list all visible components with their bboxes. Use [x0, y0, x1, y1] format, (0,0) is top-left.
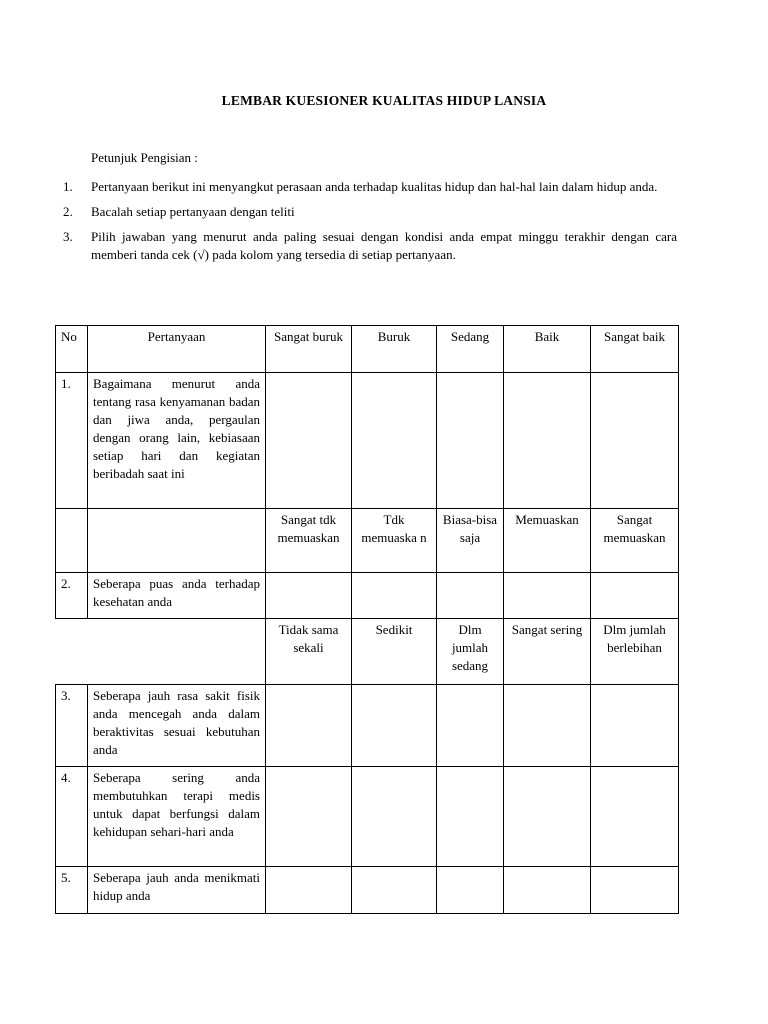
answer-cell[interactable]: [437, 685, 504, 767]
header-row: [56, 326, 679, 373]
table-row: [56, 573, 679, 619]
answer-cell[interactable]: [591, 685, 679, 767]
scale-option: Dlm jumlah berlebihan: [591, 619, 679, 685]
scale-option: Sangat sering: [504, 619, 591, 685]
header-option: Baik: [504, 326, 591, 373]
instruction-number: 2.: [63, 204, 73, 219]
answer-cell[interactable]: [266, 867, 352, 914]
question-text: Seberapa puas anda terhadap kesehatan anda: [88, 573, 266, 619]
table-row: [56, 685, 679, 767]
table-row: [56, 867, 679, 914]
answer-cell[interactable]: [437, 373, 504, 509]
table-row: [56, 767, 679, 867]
question-text: Seberapa sering anda membutuhkan terapi medis untuk dapat berfungsi dalam kehidupan sehari-hari anda: [88, 767, 266, 867]
answer-cell[interactable]: [591, 573, 679, 619]
answer-cell[interactable]: [437, 573, 504, 619]
instruction-text: Pilih jawaban yang menurut anda paling sesuai dengan kondisi anda empat minggu terakhir dengan cara memberi tanda cek (√) pada kolom yang tersedia di setiap pertanyaan.: [91, 229, 677, 262]
page-title: LEMBAR KUESIONER KUALITAS HIDUP LANSIA: [221, 93, 547, 108]
header-option: Sedang: [437, 326, 504, 373]
question-text: Seberapa jauh anda menikmati hidup anda: [88, 867, 266, 914]
instruction-number: 3.: [63, 229, 73, 244]
table-row: [56, 373, 679, 509]
header-option: Sangat baik: [591, 326, 679, 373]
instruction-number: 1.: [63, 179, 73, 194]
answer-cell[interactable]: [591, 373, 679, 509]
scale-option: Sedikit: [352, 619, 437, 685]
answer-cell[interactable]: [437, 867, 504, 914]
instruction-item: [63, 228, 677, 264]
question-number: 4.: [56, 767, 88, 867]
instructions-heading: Petunjuk Pengisian :: [91, 150, 198, 165]
scale-row: [56, 509, 679, 573]
scale-row: [56, 619, 679, 685]
instruction-list: [63, 178, 677, 271]
scale-option: Biasa-bisa saja: [437, 509, 504, 573]
answer-cell[interactable]: [504, 685, 591, 767]
scale-option: Sangat memuaskan: [591, 509, 679, 573]
question-number: 1.: [56, 373, 88, 509]
answer-cell[interactable]: [352, 685, 437, 767]
answer-cell[interactable]: [437, 767, 504, 867]
question-number: 5.: [56, 867, 88, 914]
questionnaire-table: [55, 325, 679, 914]
answer-cell[interactable]: [591, 867, 679, 914]
answer-cell[interactable]: [504, 573, 591, 619]
header-question: Pertanyaan: [88, 326, 266, 373]
answer-cell[interactable]: [504, 373, 591, 509]
header-no: No: [56, 326, 88, 373]
answer-cell[interactable]: [266, 767, 352, 867]
scale-option: Memuaskan: [504, 509, 591, 573]
question-number: 3.: [56, 685, 88, 767]
instruction-item: [63, 178, 677, 196]
answer-cell[interactable]: [352, 767, 437, 867]
answer-cell[interactable]: [352, 867, 437, 914]
answer-cell[interactable]: [266, 373, 352, 509]
empty-cell: [88, 619, 266, 685]
header-option: Sangat buruk: [266, 326, 352, 373]
answer-cell[interactable]: [266, 573, 352, 619]
instruction-text: Pertanyaan berikut ini menyangkut perasaan anda terhadap kualitas hidup dan hal-hal lain dalam hidup anda.: [91, 179, 658, 194]
answer-cell[interactable]: [266, 685, 352, 767]
question-text: Seberapa jauh rasa sakit fisik anda mencegah anda dalam beraktivitas sesuai kebutuhan anda: [88, 685, 266, 767]
answer-cell[interactable]: [352, 573, 437, 619]
header-option: Buruk: [352, 326, 437, 373]
instruction-item: [63, 203, 677, 221]
answer-cell[interactable]: [504, 767, 591, 867]
question-number: 2.: [56, 573, 88, 619]
answer-cell[interactable]: [591, 767, 679, 867]
scale-option: Sangat tdk memuaskan: [266, 509, 352, 573]
question-text: Bagaimana menurut anda tentang rasa kenyamanan badan dan jiwa anda, pergaulan dengan orang lain, kebiasaan setiap hari dan kegiatan beribadah saat ini: [88, 373, 266, 509]
answer-cell[interactable]: [504, 867, 591, 914]
empty-cell: [56, 509, 88, 573]
empty-cell: [88, 509, 266, 573]
scale-option: Tdk memuaska n: [352, 509, 437, 573]
instruction-text: Bacalah setiap pertanyaan dengan teliti: [91, 204, 295, 219]
answer-cell[interactable]: [352, 373, 437, 509]
scale-option: Dlm jumlah sedang: [437, 619, 504, 685]
empty-cell: [56, 619, 88, 685]
scale-option: Tidak sama sekali: [266, 619, 352, 685]
